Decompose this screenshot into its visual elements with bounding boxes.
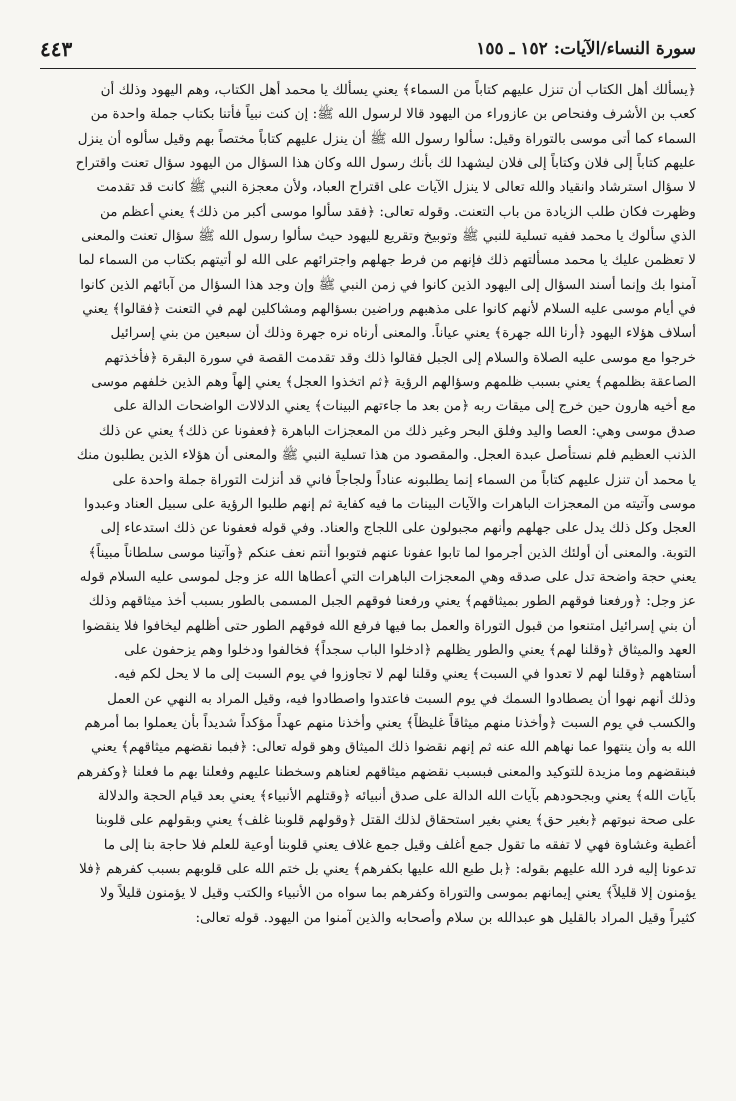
text-line: موسى وآتيته من المعجزات الباهرات والآيات البينات ما فيه كفاية ثم إنهم طلبوا الرؤية على سبيل العناد وعبدوا — [83, 495, 696, 512]
text-line: آمنوا بك وإنما أسند السؤال إلى اليهود الذين كانوا في زمن النبي ﷺ وإن وجد هذا السؤال من آبائهم الذين كانوا — [80, 276, 696, 293]
text-line: الذنب العظيم فلم نستأصل عبدة العجل. والمقصود من هذا تسلية النبي ﷺ والمعنى أن هؤلاء الذين يطلبون منك — [76, 447, 696, 464]
text-line: يؤمنون إلا قليلاً﴾ يعني إيمانهم بموسى والتوراة وكفرهم بما سواه من الأنبياء والكتب وقيل لا يؤمنون قليلاً ولا — [99, 885, 696, 902]
text-line: والكسب في يوم السبت ﴿وأخذنا منهم ميثاقاً غليظاً﴾ يعني وأخذنا منهم عهداً مؤكداً شديداً بأن يعملوا بما أمرهم — [84, 714, 696, 731]
text-line: الذي سألوك يا محمد ففيه تسلية للنبي ﷺ وتوبيخ وتقريع لليهود حيث سألوا رسول الله ﷺ سؤال تعنت والمعنى — [81, 228, 696, 245]
text-line: لا سؤال استرشاد وانقياد والله تعالى لا ينزل الآيات على اقتراح العباد، ولأن معجزة النبي ﷺ كانت قد تقدمت — [96, 179, 696, 196]
text-line: أن بني إسرائيل امتنعوا من قبول التوراة والعمل بما فيها فرفع الله فوقهم الطور حتى أظلهم ليخافوا فلا ينقضوا — [82, 617, 696, 634]
text-line: الله به وأن ينتهوا عما نهاهم الله عنه ثم إنهم نقضوا ذلك الميثاق وهو قوله تعالى: ﴿فبما نقضهم ميثاقهم﴾ يعني — [90, 739, 696, 756]
text-line: التوبة. والمعنى أن أولئك الذين أجرموا لما تابوا عفونا عنهم فتوبوا أنتم نعف عنكم ﴿وآتينا موسى سلطاناً مبيناً﴾ — [88, 544, 696, 561]
text-line: تدعونا إليه فرد الله عليهم بقوله: ﴿بل طبع الله عليها بكفرهم﴾ يعني بل ختم الله على قلوبهم بسبب كفرهم ﴿فلا — [79, 861, 696, 877]
text-line: خرجوا مع موسى عليه الصلاة والسلام إلى الجبل فقالوا ذلك وقد تقدمت القصة في سورة البقرة ﴿فأخذتهم — [104, 349, 696, 366]
text-line: وظهرت فكان طلب الزيادة من باب التعنت. وقوله تعالى: ﴿فقد سألوا موسى أكبر من ذلك﴾ يعني أعظم من — [99, 203, 696, 220]
text-line: أسلاف هؤلاء اليهود ﴿أرنا الله جهرة﴾ يعني عياناً. والمعنى أرناه نره جهرة وذلك أن سبعين من بني إسرائيل — [110, 325, 696, 342]
text-line: وذلك أنهم نهوا أن يصطادوا السمك في يوم السبت فاعتدوا واصطادوا فيه، وقيل المراد به النهي عن العمل — [107, 690, 696, 707]
text-line: فبنقضهم وما مزيدة للتوكيد والمعنى فبسبب نقضهم ميثاقهم لعناهم وسخطنا عليهم وفعلنا بهم ما فعلنا ﴿وكفرهم — [76, 763, 696, 780]
text-line: عليهم كتاباً إلى فلان وكتاباً إلى فلان ليشهدا لك بأنك رسول الله وكان هذا السؤال من اليهود سؤال تعنت واقتراح — [75, 155, 696, 172]
page-number: ٤٤٣ — [40, 37, 73, 61]
text-line: كعب بن الأشرف وفنحاص بن عازوراء من اليهود قالا لرسول الله ﷺ: إن كنت نبياً فأتنا بكتاب جملة واحدة من — [90, 106, 696, 123]
text-line: في أيام موسى عليه السلام لأنهم كانوا على مذهبهم وراضين بسؤالهم ومشاكلين لهم في التعنت ﴿فقالوا﴾ يعني — [82, 301, 696, 318]
page-header — [40, 34, 696, 64]
text-line: الصاعقة بظلمهم﴾ يعني بسبب ظلمهم وسؤالهم الرؤية ﴿ثم اتخذوا العجل﴾ يعني إلهاً وهم الذين خلفهم موسى — [91, 374, 696, 391]
text-line: بآيات الله﴾ يعني وبجحودهم بآيات الله الدالة على صدق أنبيائه ﴿وقتلهم الأنبياء﴾ يعني بعد قيام الحجة والدلالة — [97, 787, 696, 804]
text-line: العهد والميثاق ﴿وقلنا لهم﴾ يعني والطور يظلهم ﴿ادخلوا الباب سجداً﴾ فخالفوا ودخلوا وهم يزحفون على — [124, 641, 696, 658]
header-divider — [40, 68, 696, 69]
text-line: يعني حجة واضحة تدل على صدقه وهي المعجزات الباهرات التي أعطاها الله عز وجل لموسى عليه السلام قوله — [79, 568, 696, 585]
text-line: كثيراً وقيل المراد بالقليل هو عبدالله بن سلام وأصحابه والذين آمنوا من اليهود. قوله تعالى: — [195, 909, 696, 926]
text-line: لا تعظمن عليك يا محمد مسألتهم ذلك فإنهم من فرط جهلهم واجترائهم على الله لو أتيتهم بكتاب من السماء لما — [78, 252, 696, 269]
text-line: العجل وكل ذلك يدل على جهلهم وأنهم مجبولون على اللجاج والعناد. وفي قوله فعفونا عن ذلك استدعاء إلى — [100, 520, 696, 537]
text-line: عز وجل: ﴿ورفعنا فوقهم الطور بميثاقهم﴾ يعني ورفعنا فوقهم الجبل المسمى بالطور بسبب أخذ ميثاقهم وذلك — [88, 593, 696, 610]
text-line: أستاههم ﴿وقلنا لهم لا تعدوا في السبت﴾ يعني وقلنا لهم لا تجاوزوا في يوم السبت إلى ما لا يحل لكم فيه. — [113, 666, 696, 683]
running-title: سورة النساء/الآيات: ١٥٢ ـ ١٥٥ — [476, 39, 696, 59]
text-line: أغطية وغشاوة فهي لا تفقه ما تقول جمع أغلف وقيل جمع غلاف يعني قلوبنا أوعية للعلم فلا حاجة بنا إلى ما — [103, 836, 696, 853]
text-line: مع أخيه هارون حين خرج إلى ميقات ربه ﴿من بعد ما جاءتهم البينات﴾ يعني الدلالات الواضحات الدالة على — [113, 398, 696, 415]
text-line: ﴿يسألك أهل الكتاب أن تنزل عليهم كتاباً من السماء﴾ يعني يسألك يا محمد أهل الكتاب، وهم اليهود وذلك أن — [100, 82, 696, 98]
text-line: يا محمد أن تنزل عليهم كتاباً من السماء إنما يطلبونه عناداً ولجاجاً فاني قد أنزلت التوراة جملة واحدة على — [112, 471, 696, 488]
text-line: صدق موسى وهي: العصا واليد وفلق البحر وغير ذلك من المعجزات الباهرة ﴿فعفونا عن ذلك﴾ يعني عن ذلك — [98, 422, 696, 439]
body-text — [40, 78, 696, 1091]
text-line: على صحة نبوتهم ﴿بغير حق﴾ يعني بغير استحقاق لذلك القتل ﴿وقولهم قلوبنا غلف﴾ يعني وبقولهم على قلوبنا — [95, 812, 696, 829]
text-line: السماء كما أتى موسى بالتوراة وقيل: سألوا رسول الله ﷺ أن ينزل عليهم كتاباً مختصاً بهم وقيل سألوه أن ينزل — [77, 130, 696, 147]
